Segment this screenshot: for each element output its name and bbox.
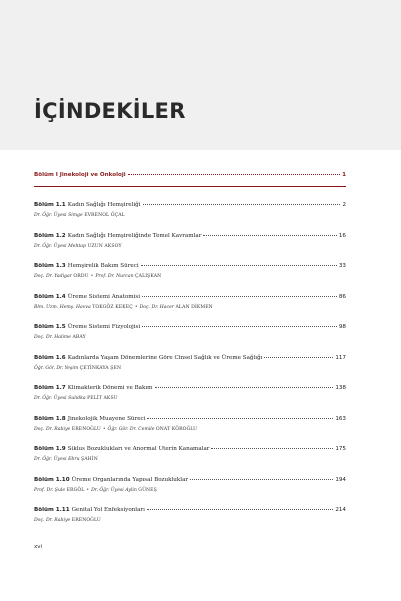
author-name: UZUN AKSOY	[87, 243, 122, 249]
dot-leader	[142, 326, 337, 327]
author-title: Öğr. Gör. Dr. Yeşim	[34, 365, 79, 371]
toc-entry[interactable]	[34, 201, 346, 219]
author-name: TOKGÖZ KEKEÇ	[92, 304, 133, 310]
author-name: ORDU	[73, 274, 89, 279]
toc-entry-line	[34, 476, 346, 484]
author-title: Dr. Öğr. Üyesi Ebru	[34, 457, 80, 462]
section-number: Bölüm 1.4	[34, 293, 66, 300]
page-number: 86	[338, 293, 346, 300]
toc-entry-line	[34, 506, 346, 514]
page-number: 16	[338, 232, 346, 239]
author-line	[34, 487, 346, 494]
dot-leader	[203, 235, 337, 236]
section-number: Bölüm 1.3	[34, 263, 66, 269]
toc-entry[interactable]	[34, 262, 346, 280]
toc-entry[interactable]	[34, 445, 346, 463]
toc-entry[interactable]	[34, 506, 346, 524]
section-title: Üreme Sistemi Anatomisi	[67, 293, 141, 300]
author-name: ERGÖL	[66, 487, 85, 493]
section-title: Hemşirelik Bakım Süreci	[67, 263, 139, 269]
toc-entry[interactable]	[34, 293, 346, 311]
toc-entry-line	[34, 293, 346, 301]
section-number: Bölüm 1.5	[34, 324, 66, 330]
author-line	[34, 456, 346, 463]
page-folio: xvi	[34, 544, 43, 550]
author-line	[34, 212, 346, 219]
dot-leader	[147, 509, 333, 510]
page-number: 175	[335, 446, 346, 452]
author-name: GÜNEŞ	[138, 487, 157, 493]
author-title: Dr. Öğr. Üyesi Mehtap	[34, 243, 86, 249]
toc-entry-line	[34, 323, 346, 331]
section-number: Bölüm 1.6	[34, 354, 66, 361]
author-name: ERENOĞLU	[71, 426, 101, 432]
page-number: 194	[335, 476, 346, 483]
author-separator: •	[102, 426, 106, 432]
author-name: PELİT AKSU	[87, 396, 118, 401]
section-number: Bölüm 1.8	[34, 415, 66, 422]
page-number: 163	[335, 415, 346, 422]
author-title: Doç. Dr. Rabiye	[34, 518, 71, 523]
author-name: ERENOĞLU	[71, 518, 101, 523]
toc-entry-line	[34, 384, 346, 392]
section-title: Siklus Bozuklukları ve Anormal Uterin Kanamalar	[67, 446, 210, 452]
dot-leader	[211, 448, 333, 449]
toc-entry[interactable]	[34, 415, 346, 433]
author-separator: •	[134, 304, 138, 310]
author-title: Blm. Uzm. Hemş. Havva	[34, 304, 91, 310]
dot-leader	[190, 479, 333, 480]
author-name: ONAT KÖROĞLU	[155, 426, 198, 432]
author-title: Doç. Dr. Rabiye	[34, 426, 71, 432]
author-line	[34, 334, 346, 341]
author-line	[34, 304, 346, 311]
toc-entry-line	[34, 232, 346, 240]
section-number: Bölüm 1.9	[34, 446, 66, 452]
toc-entry-line	[34, 415, 346, 423]
toc-entry[interactable]	[34, 384, 346, 402]
author-line	[34, 395, 346, 402]
dot-leader	[128, 174, 340, 175]
author-name: ALAN DİKMEN	[175, 304, 213, 310]
author-name: ÇALIŞKAN	[135, 274, 162, 279]
dot-leader	[142, 296, 337, 297]
toc-entry[interactable]	[34, 354, 346, 372]
page-number: 117	[335, 354, 346, 361]
author-title: Prof. Dr. Şule	[34, 487, 66, 493]
author-title: Doç. Dr. Yadigar	[34, 274, 72, 279]
page-number: 2	[342, 202, 346, 208]
chapter-page-number: 1	[342, 172, 346, 178]
dot-leader	[141, 265, 337, 266]
toc-entry-line	[34, 201, 346, 209]
chapter-heading[interactable]	[34, 172, 346, 187]
page-title: İÇİNDEKİLER	[34, 99, 186, 123]
section-title: Üreme Organlarında Yapısal Bozukluklar	[71, 476, 189, 483]
author-line	[34, 365, 346, 372]
toc-entry-line	[34, 262, 346, 270]
author-line	[34, 273, 346, 280]
section-number: Bölüm 1.1	[34, 202, 66, 208]
toc-entry-line	[34, 445, 346, 453]
author-line	[34, 517, 346, 524]
author-separator: •	[86, 487, 90, 493]
dot-leader	[264, 357, 333, 358]
section-title: Kadın Sağlığı Hemşireliği	[67, 202, 141, 208]
author-title: Dr. Öğr. Üyesi Aylin	[91, 487, 137, 493]
author-title: Dr. Öğr. Üyesi Sulıdka	[34, 396, 86, 401]
toc-entry-line	[34, 354, 346, 362]
dot-leader	[155, 387, 334, 388]
author-title: Prof. Dr. Nurcan	[95, 274, 134, 279]
author-title: Doç. Dr. Hacer	[139, 304, 175, 310]
author-title: Doç. Dr. Halime	[34, 335, 71, 340]
author-name: EVRENOL ÖÇAL	[84, 213, 125, 218]
page-number: 98	[338, 324, 346, 330]
section-title: Jinekolojik Muayene Süreci	[67, 415, 146, 422]
page-number: 214	[335, 507, 346, 513]
dot-leader	[143, 204, 341, 205]
section-title: Üreme Sistemi Fizyolojisi	[67, 324, 141, 330]
author-name: ŞAHİN	[81, 457, 98, 462]
author-line	[34, 243, 346, 250]
toc-entry[interactable]	[34, 476, 346, 494]
author-name: ÇETİNKAYA ŞEN	[79, 365, 122, 371]
toc-entry[interactable]	[34, 323, 346, 341]
section-title: Genital Yol Enfeksiyonları	[71, 507, 145, 513]
page-number: 33	[338, 263, 346, 269]
author-name: ABAY	[72, 335, 86, 340]
page-number: 138	[335, 385, 346, 391]
section-number: Bölüm 1.2	[34, 232, 66, 239]
author-line	[34, 426, 346, 433]
table-of-contents	[34, 172, 346, 523]
author-title: Dr. Öğr. Üyesi Simge	[34, 213, 83, 218]
author-title: Öğr. Gör. Dr. Cemile	[107, 426, 155, 432]
section-title: Kadın Sağlığı Hemşireliğinde Temel Kavramlar	[67, 232, 202, 239]
section-number: Bölüm 1.10	[34, 476, 70, 483]
section-title: Klimakterik Dönemi ve Bakım	[67, 385, 153, 391]
section-title: Kadınlarda Yaşam Dönemlerine Göre Cinsel Sağlık ve Üreme Sağlığı	[67, 354, 263, 361]
dot-leader	[147, 418, 333, 419]
section-number: Bölüm 1.7	[34, 385, 66, 391]
section-number: Bölüm 1.11	[34, 507, 70, 513]
author-separator: •	[90, 274, 94, 279]
toc-entry[interactable]	[34, 232, 346, 250]
header-band	[0, 0, 401, 150]
chapter-title: Bölüm I Jinekoloji ve Onkoloji	[34, 172, 126, 178]
